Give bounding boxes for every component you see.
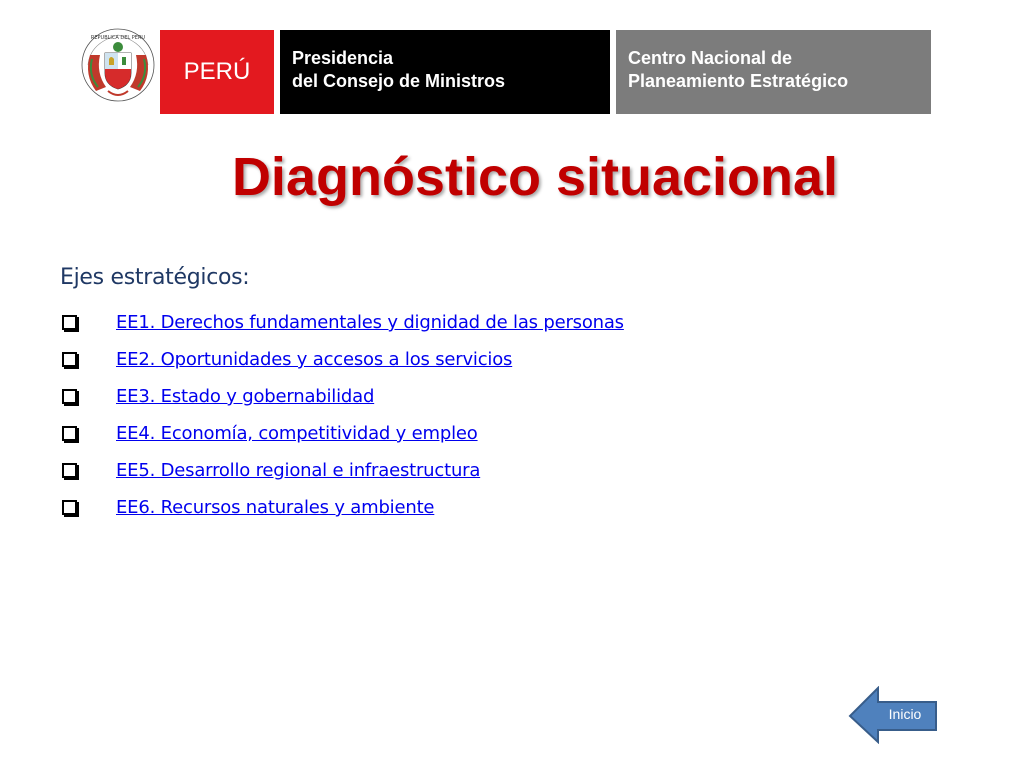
list-item	[60, 341, 960, 378]
axis-link-ee6[interactable]: EE6. Recursos naturales y ambiente	[116, 497, 435, 518]
slide-title: Diagnóstico situacional	[231, 147, 839, 207]
checkbox-bullet-icon	[62, 500, 77, 515]
list-item	[60, 378, 960, 415]
checkbox-bullet-icon	[62, 426, 77, 441]
svg-text:REPUBLICA DEL PERU: REPUBLICA DEL PERU	[90, 35, 146, 41]
checkbox-bullet-icon	[62, 315, 77, 330]
checkbox-bullet-icon	[62, 389, 77, 404]
peru-label: PERÚ	[183, 58, 251, 85]
pcm-line-1: Presidencia	[292, 48, 394, 68]
header-banner	[0, 0, 1024, 120]
list-item	[60, 415, 960, 452]
ceplan-line-2: Planeamiento Estratégico	[628, 71, 849, 91]
pcm-line-2: del Consejo de Ministros	[292, 71, 506, 91]
ceplan-label-box	[616, 30, 931, 114]
axis-link-ee3[interactable]: EE3. Estado y gobernabilidad	[116, 386, 375, 407]
home-nav-button[interactable]	[848, 686, 940, 744]
axis-link-ee4[interactable]: EE4. Economía, competitividad y empleo	[116, 423, 478, 444]
checkbox-bullet-icon	[62, 352, 77, 367]
axes-subheading: Ejes estratégicos:	[60, 265, 250, 290]
coat-of-arms-icon	[78, 25, 158, 105]
peru-label-box	[160, 30, 274, 114]
axis-link-ee5[interactable]: EE5. Desarrollo regional e infraestructura	[116, 460, 481, 481]
strategic-axes-list	[60, 304, 960, 526]
list-item	[60, 304, 960, 341]
list-item	[60, 452, 960, 489]
axis-link-ee1[interactable]: EE1. Derechos fundamentales y dignidad de las personas	[116, 312, 624, 333]
checkbox-bullet-icon	[62, 463, 77, 478]
slide-content	[60, 265, 960, 526]
axis-link-ee2[interactable]: EE2. Oportunidades y accesos a los servicios	[116, 349, 513, 370]
home-nav-label: Inicio	[888, 706, 922, 722]
pcm-label-box	[280, 30, 610, 114]
list-item	[60, 489, 960, 526]
ceplan-line-1: Centro Nacional de	[628, 48, 793, 68]
